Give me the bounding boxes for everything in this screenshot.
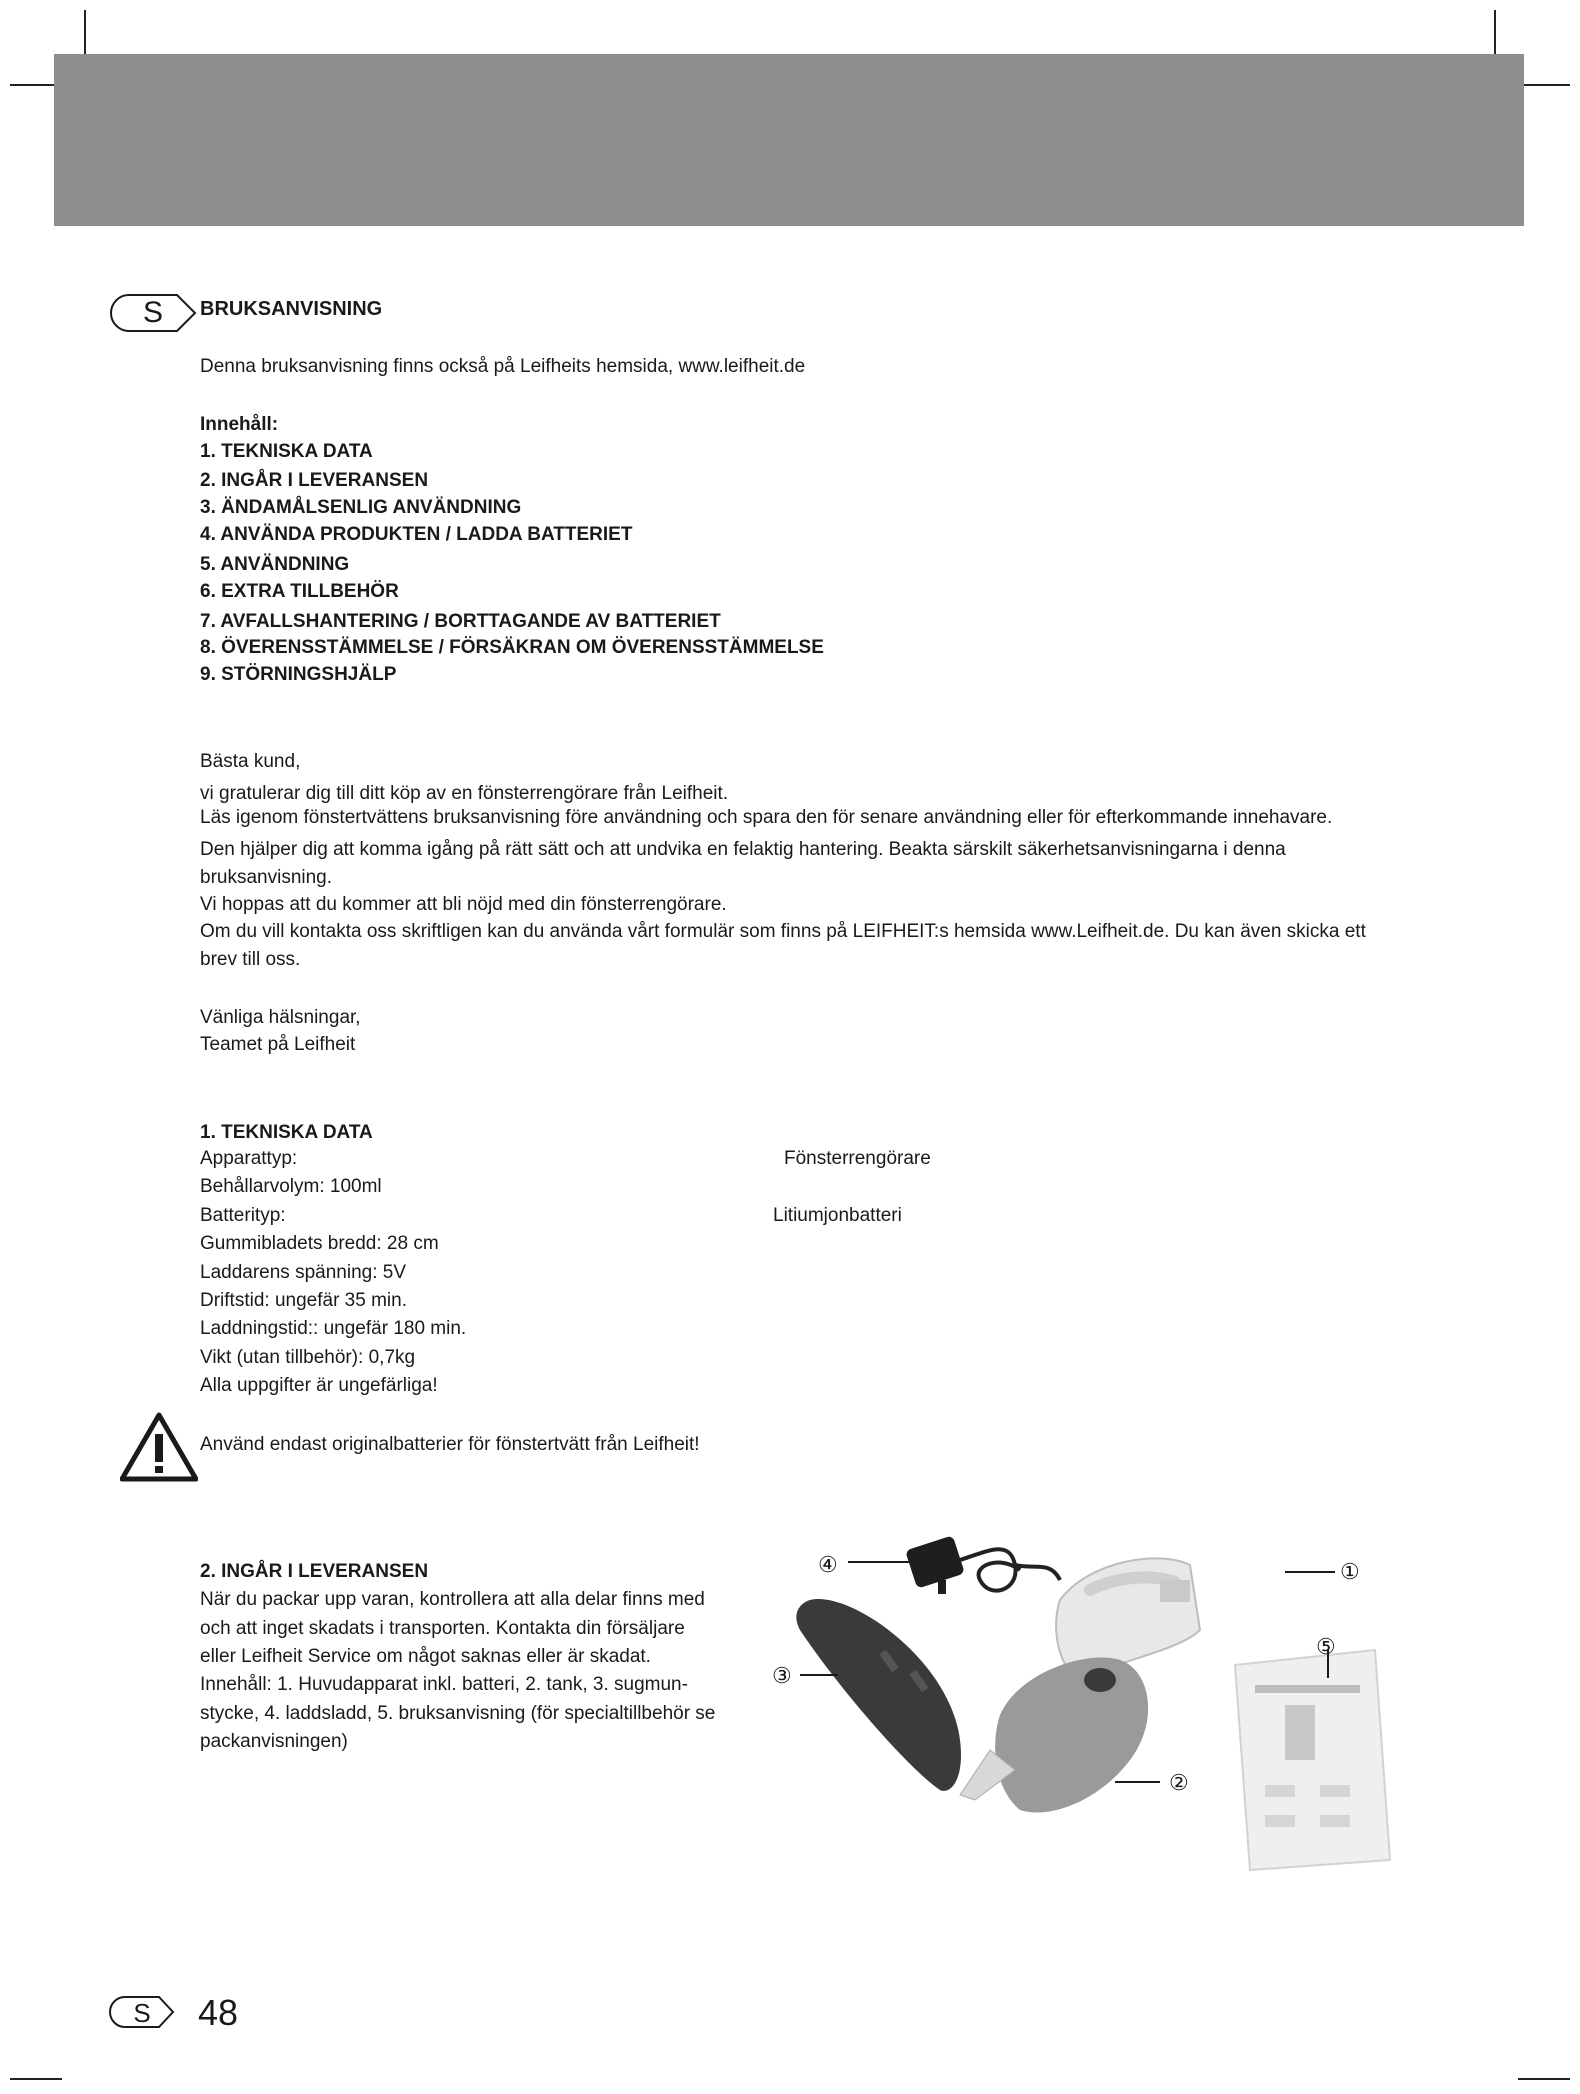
delivery-line: stycke, 4. laddsladd, 5. bruksanvisning (för specialtillbehör se	[200, 1703, 716, 1724]
delivery-line: och att inget skadats i transporten. Kontakta din försäljare	[200, 1618, 685, 1639]
letter-signature: Teamet på Leifheit	[200, 1034, 356, 1055]
toc-item: 3. ÄNDAMÅLSENLIG ANVÄNDNING	[200, 497, 522, 518]
callout-1: ①	[1340, 1559, 1360, 1584]
page-number: 48	[198, 1992, 239, 2033]
crop-mark	[1518, 2078, 1570, 2080]
manual-booklet	[1235, 1650, 1390, 1870]
tank	[960, 1657, 1148, 1812]
callout-5: ⑤	[1316, 1634, 1336, 1659]
product-photo	[760, 1520, 1400, 1880]
toc-item: 9. STÖRNINGSHJÄLP	[200, 664, 397, 685]
letter-paragraph: Den hjälper dig att komma igång på rätt sätt och att undvika en felaktig hantering. Beakta särskilt säkerhetsanvisningarna i denna bruksanvisning.	[200, 839, 1286, 888]
toc-item: 1. TEKNISKA DATA	[200, 441, 373, 462]
delivery-line: eller Leifheit Service om något saknas eller är skadat.	[200, 1646, 651, 1667]
website-note: Denna bruksanvisning finns också på Leifheits hemsida, www.leifheit.de	[200, 356, 806, 377]
tech-row: Batterityp:	[200, 1205, 286, 1226]
letter-paragraph: Om du vill kontakta oss skriftligen kan du använda vårt formulär som finns på LEIFHEIT:s hemsida www.Leifheit.de. Du kan även skicka ett brev till oss.	[200, 921, 1366, 970]
language-badge	[109, 293, 197, 333]
tech-row: Vikt (utan tillbehör): 0,7kg	[200, 1347, 416, 1368]
callout-2: ②	[1169, 1770, 1189, 1795]
callout-3: ③	[772, 1663, 792, 1688]
tech-row: Laddningstid:: ungefär 180 min.	[200, 1318, 467, 1339]
letter-paragraph: vi gratulerar dig till ditt köp av en fönsterrengörare från Leifheit.	[200, 783, 729, 804]
tech-row: Gummibladets bredd: 28 cm	[200, 1233, 439, 1254]
toc-item: 7. AVFALLSHANTERING / BORTTAGANDE AV BATTERIET	[200, 611, 721, 632]
letter-closing: Vänliga hälsningar,	[200, 1007, 361, 1028]
section-title-delivery: 2. INGÅR I LEVERANSEN	[200, 1561, 429, 1582]
tech-row: Driftstid: ungefär 35 min.	[200, 1290, 407, 1311]
toc-item: 2. INGÅR I LEVERANSEN	[200, 470, 429, 491]
charger-cable	[905, 1535, 1060, 1594]
tech-row: Apparattyp:	[200, 1148, 298, 1169]
letter-paragraph: Läs igenom fönstertvättens bruksanvisning före användning och spara den för senare användning eller för efterkommande innehavare.	[200, 807, 1333, 828]
tech-row: Behållarvolym: 100ml	[200, 1176, 382, 1197]
letter-greeting: Bästa kund,	[200, 751, 301, 772]
warning-text: Använd endast originalbatterier för fönstertvätt från Leifheit!	[200, 1434, 700, 1455]
delivery-line: packanvisningen)	[200, 1731, 348, 1752]
page-language-badge	[109, 1995, 175, 2029]
section-title-tech: 1. TEKNISKA DATA	[200, 1122, 373, 1143]
tech-row: Alla uppgifter är ungefärliga!	[200, 1375, 438, 1396]
suction-nozzle	[796, 1599, 961, 1791]
toc-item: 8. ÖVERENSSTÄMMELSE / FÖRSÄKRAN OM ÖVERENSSTÄMMELSE	[200, 637, 824, 658]
crop-mark	[10, 2078, 62, 2080]
header-band	[54, 54, 1524, 226]
language-code: S	[142, 296, 163, 329]
tech-value: Litiumjonbatteri	[773, 1205, 902, 1226]
page-title: BRUKSANVISNING	[200, 298, 383, 320]
crop-mark	[1518, 84, 1570, 86]
warning-icon	[120, 1412, 198, 1482]
delivery-line: Innehåll: 1. Huvudapparat inkl. batteri, 2. tank, 3. sugmun-	[200, 1674, 688, 1695]
callout-4: ④	[818, 1552, 838, 1577]
tech-value: Fönsterrengörare	[784, 1148, 931, 1169]
toc-label: Innehåll:	[200, 414, 279, 435]
toc-item: 4. ANVÄNDA PRODUKTEN / LADDA BATTERIET	[200, 524, 633, 545]
tech-row: Laddarens spänning: 5V	[200, 1262, 406, 1283]
delivery-line: När du packar upp varan, kontrollera att alla delar finns med	[200, 1589, 705, 1610]
toc-item: 5. ANVÄNDNING	[200, 554, 350, 575]
page-language-code: S	[133, 1998, 151, 2028]
toc-item: 6. EXTRA TILLBEHÖR	[200, 581, 399, 602]
letter-paragraph: Vi hoppas att du kommer att bli nöjd med din fönsterrengörare.	[200, 894, 727, 915]
